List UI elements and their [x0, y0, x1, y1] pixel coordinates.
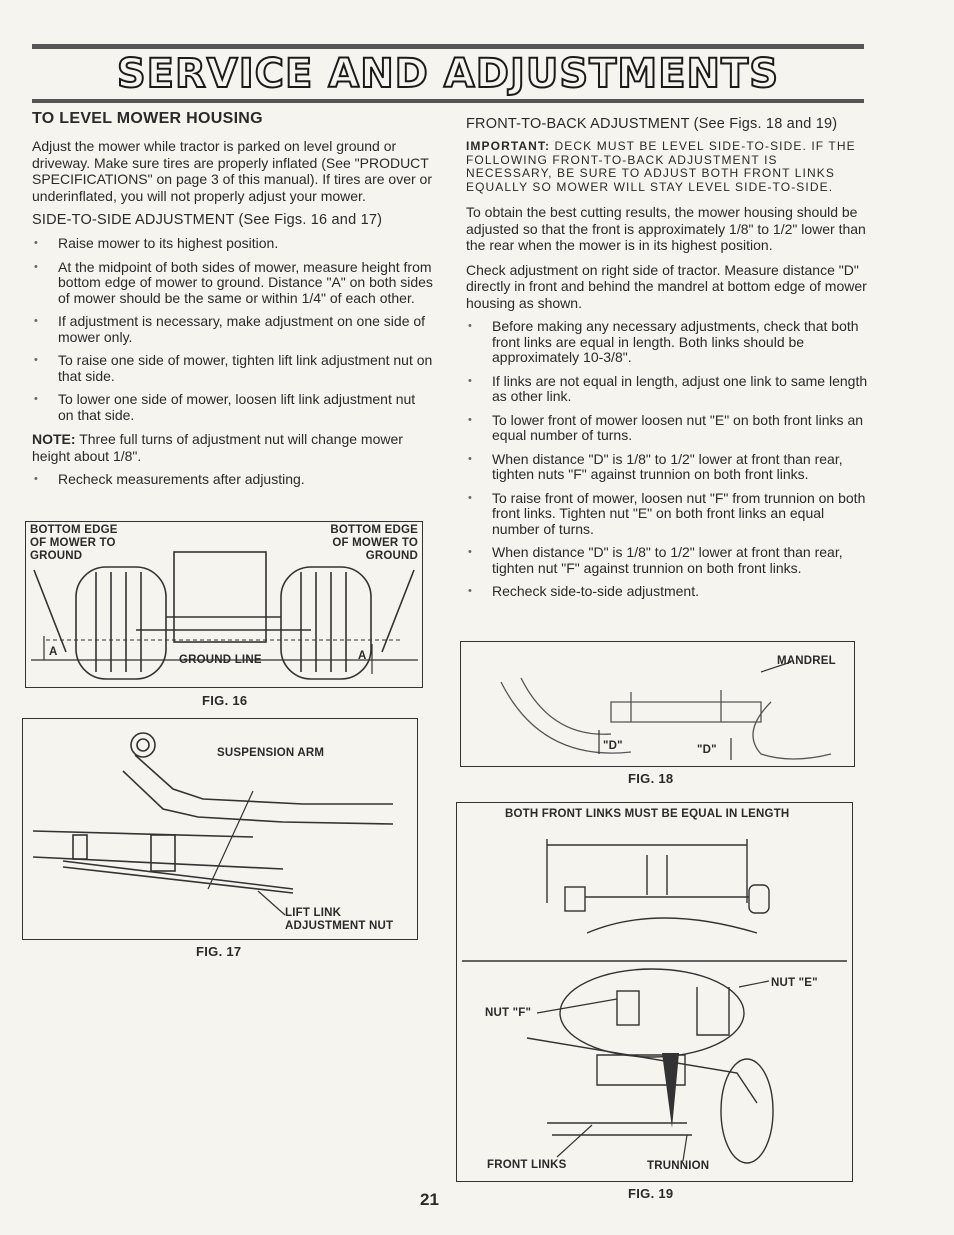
section-heading-level-mower: TO LEVEL MOWER HOUSING: [32, 110, 263, 127]
note-label: NOTE:: [32, 431, 76, 447]
fig18-distance-d-rear: "D": [697, 744, 717, 756]
important-label: IMPORTANT:: [466, 139, 551, 153]
front-to-back-heading: FRONT-TO-BACK ADJUSTMENT (See Figs. 18 and 19): [466, 116, 838, 132]
header-rule-bottom: [32, 99, 864, 103]
list-item: • Before making any necessary adjustments, check that both front links are equal in length. Both links should be approximately 10-3/8".: [466, 319, 868, 366]
side-to-side-heading: SIDE-TO-SIDE ADJUSTMENT (See Figs. 16 and 17): [32, 212, 383, 228]
fig19-illustration: [456, 802, 853, 1182]
note-text: Three full turns of adjustment nut will change mower height about 1/8".: [32, 431, 403, 464]
left-column: [32, 106, 434, 496]
fig19-nut-e-label: NUT "E": [771, 977, 818, 989]
list-item: • Recheck side-to-side adjustment.: [466, 584, 868, 600]
fig16-label-right: BOTTOM EDGE OF MOWER TO GROUND: [330, 524, 418, 562]
page-title: SERVICE AND ADJUSTMENTS: [116, 51, 780, 97]
check-adjustment-paragraph: Check adjustment on right side of tractor. Measure distance "D" directly in front and behind the mandrel at bottom edge of mower housing as shown.: [466, 261, 867, 311]
fig19-trunnion-label: TRUNNION: [647, 1160, 710, 1172]
recheck-steps: [32, 472, 434, 488]
fig19-top-label: BOTH FRONT LINKS MUST BE EQUAL IN LENGTH: [505, 808, 790, 820]
fig16-dimension-a-left: A: [49, 646, 58, 658]
list-item: • To lower front of mower loosen nut "E" on both front links an equal number of turns.: [466, 413, 868, 444]
front-to-back-steps: [466, 319, 868, 600]
fig18-distance-d-front: "D": [603, 740, 623, 752]
list-item: • When distance "D" is 1/8" to 1/2" lower at front than rear, tighten nuts "F" against trunnion on both front links.: [466, 452, 868, 483]
fig17-suspension-arm-label: SUSPENSION ARM: [217, 747, 325, 759]
list-item: • To lower one side of mower, loosen lift link adjustment nut on that side.: [32, 392, 434, 423]
header-rule-top: [32, 44, 864, 49]
right-column: [466, 116, 868, 608]
fig19-nut-f-label: NUT "F": [485, 1007, 532, 1019]
important-notice: [466, 140, 868, 194]
fig17-caption: FIG. 17: [196, 944, 242, 959]
side-to-side-steps: [32, 236, 434, 423]
intro-paragraph: Adjust the mower while tractor is parked on level ground or driveway. Make sure tires are properly inflated (See "PRODUCT SPECIFICATIONS" on page 3 of this manual). If tires are over or underinflated, you will not properly adjust your mower.: [32, 138, 432, 204]
list-item: • At the midpoint of both sides of mower, measure height from bottom edge of mower to ground. Distance "A" on both sides of mower should be the same or within 1/4" of each other.: [32, 260, 434, 307]
fig16-ground-line-label: GROUND LINE: [179, 654, 262, 666]
fig19-caption: FIG. 19: [628, 1186, 674, 1201]
cutting-results-paragraph: To obtain the best cutting results, the mower housing should be adjusted so that the front is approximately 1/8" to 1/2" lower than the rear when the mower is in its highest position.: [466, 204, 866, 253]
list-item: • To raise one side of mower, tighten lift link adjustment nut on that side.: [32, 353, 434, 384]
list-item: • To raise front of mower, loosen nut "F" from trunnion on both front links. Tighten nut "E" on both front links an equal number of turns.: [466, 491, 868, 538]
list-item: • If links are not equal in length, adjust one link to same length as other link.: [466, 374, 868, 405]
fig17-lift-link-nut-label: LIFT LINK ADJUSTMENT NUT: [285, 907, 394, 932]
fig19-front-links-label: FRONT LINKS: [487, 1159, 567, 1171]
page-number: 21: [420, 1190, 439, 1209]
fig18-illustration: [460, 641, 855, 767]
list-item: • Recheck measurements after adjusting.: [32, 472, 434, 488]
note-paragraph: [32, 431, 434, 464]
fig18-caption: FIG. 18: [628, 771, 674, 786]
list-item: • Raise mower to its highest position.: [32, 236, 434, 252]
fig19-drawing: [457, 803, 852, 1181]
list-item: • If adjustment is necessary, make adjustment on one side of mower only.: [32, 314, 434, 345]
fig16-dimension-a-right: A: [358, 650, 367, 662]
fig18-mandrel-label: MANDREL: [777, 655, 836, 667]
list-item: • When distance "D" is 1/8" to 1/2" lower at front than rear, tighten nut "F" against trunnion on both front links.: [466, 545, 868, 576]
fig17-illustration: [22, 718, 418, 940]
fig16-label-left: BOTTOM EDGE OF MOWER TO GROUND: [30, 524, 118, 562]
important-text: DECK MUST BE LEVEL SIDE-TO-SIDE. IF THE FOLLOWING FRONT-TO-BACK ADJUSTMENT IS NECESSARY, BE SURE TO ADJUST BOTH FRONT LINKS EQUALLY SO MOWER WILL STAY LEVEL SIDE-TO-SIDE.: [466, 139, 856, 194]
fig16-illustration: [25, 521, 423, 688]
fig16-caption: FIG. 16: [202, 693, 248, 708]
